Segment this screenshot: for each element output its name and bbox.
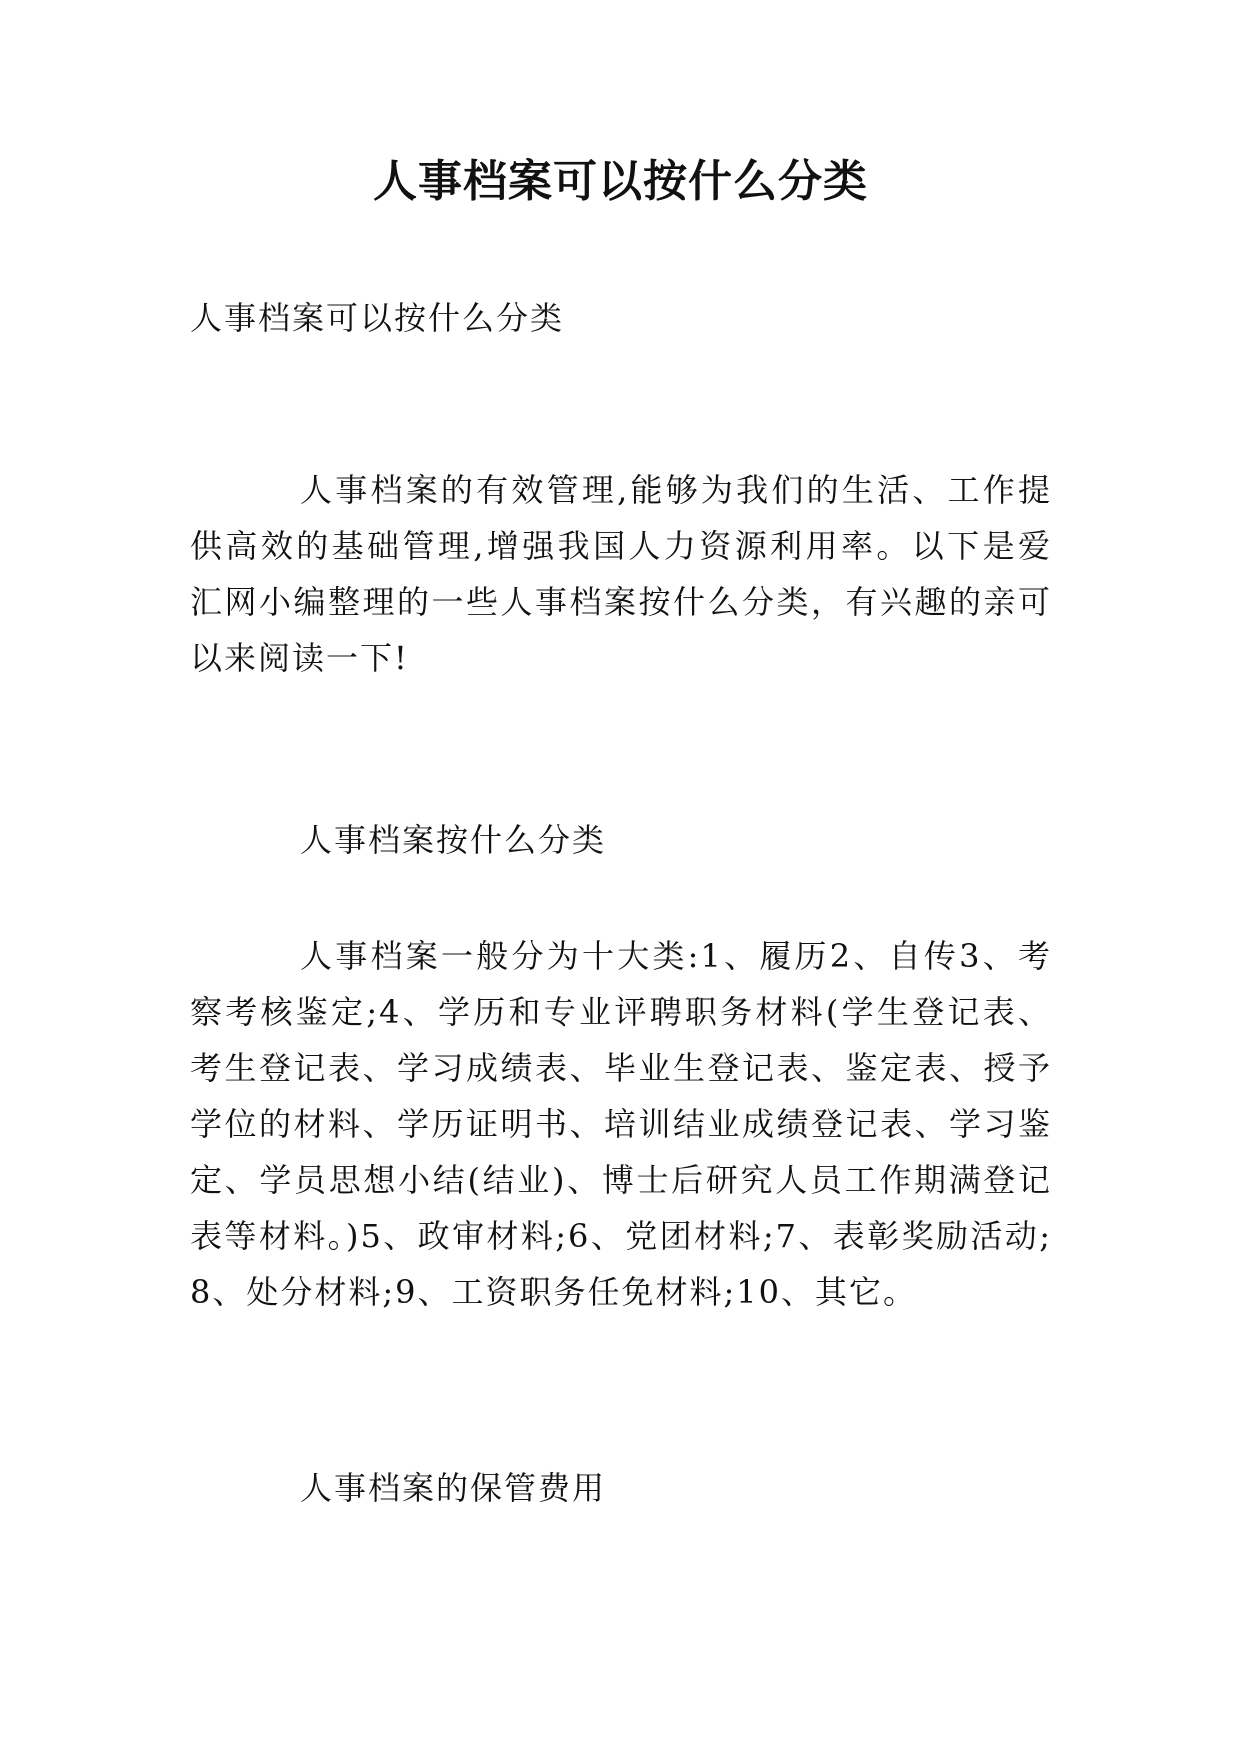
section-heading-storage-fee: 人事档案的保管费用 [300,1469,607,1507]
document-title: 人事档案可以按什么分类 [373,156,868,207]
intro-paragraph: 人事档案的有效管理,能够为我们的生活、工作提供高效的基础管理,增强我国人力资源利用率。以下是爱汇网小编整理的一些人事档案按什么分类，有兴趣的亲可以来阅读一下! [190,471,1052,677]
section-heading-classification: 人事档案按什么分类 [300,821,607,859]
section-body-classification: 人事档案一般分为十大类:1、履历2、自传3、考察考核鉴定;4、学历和专业评聘职务材料(学生登记表、考生登记表、学习成绩表、毕业生登记表、鉴定表、授予学位的材料、学历证明书、培训结业成绩登记表、学习鉴定、学员思想小结(结业)、博士后研究人员工作期满登记表等材料。)5、政审材料;6、党团材料;7、表彰奖励活动;8、处分材料;9、工资职务任免材料;10、其它。 [190,937,1052,1311]
document-subtitle: 人事档案可以按什么分类 [190,299,565,337]
